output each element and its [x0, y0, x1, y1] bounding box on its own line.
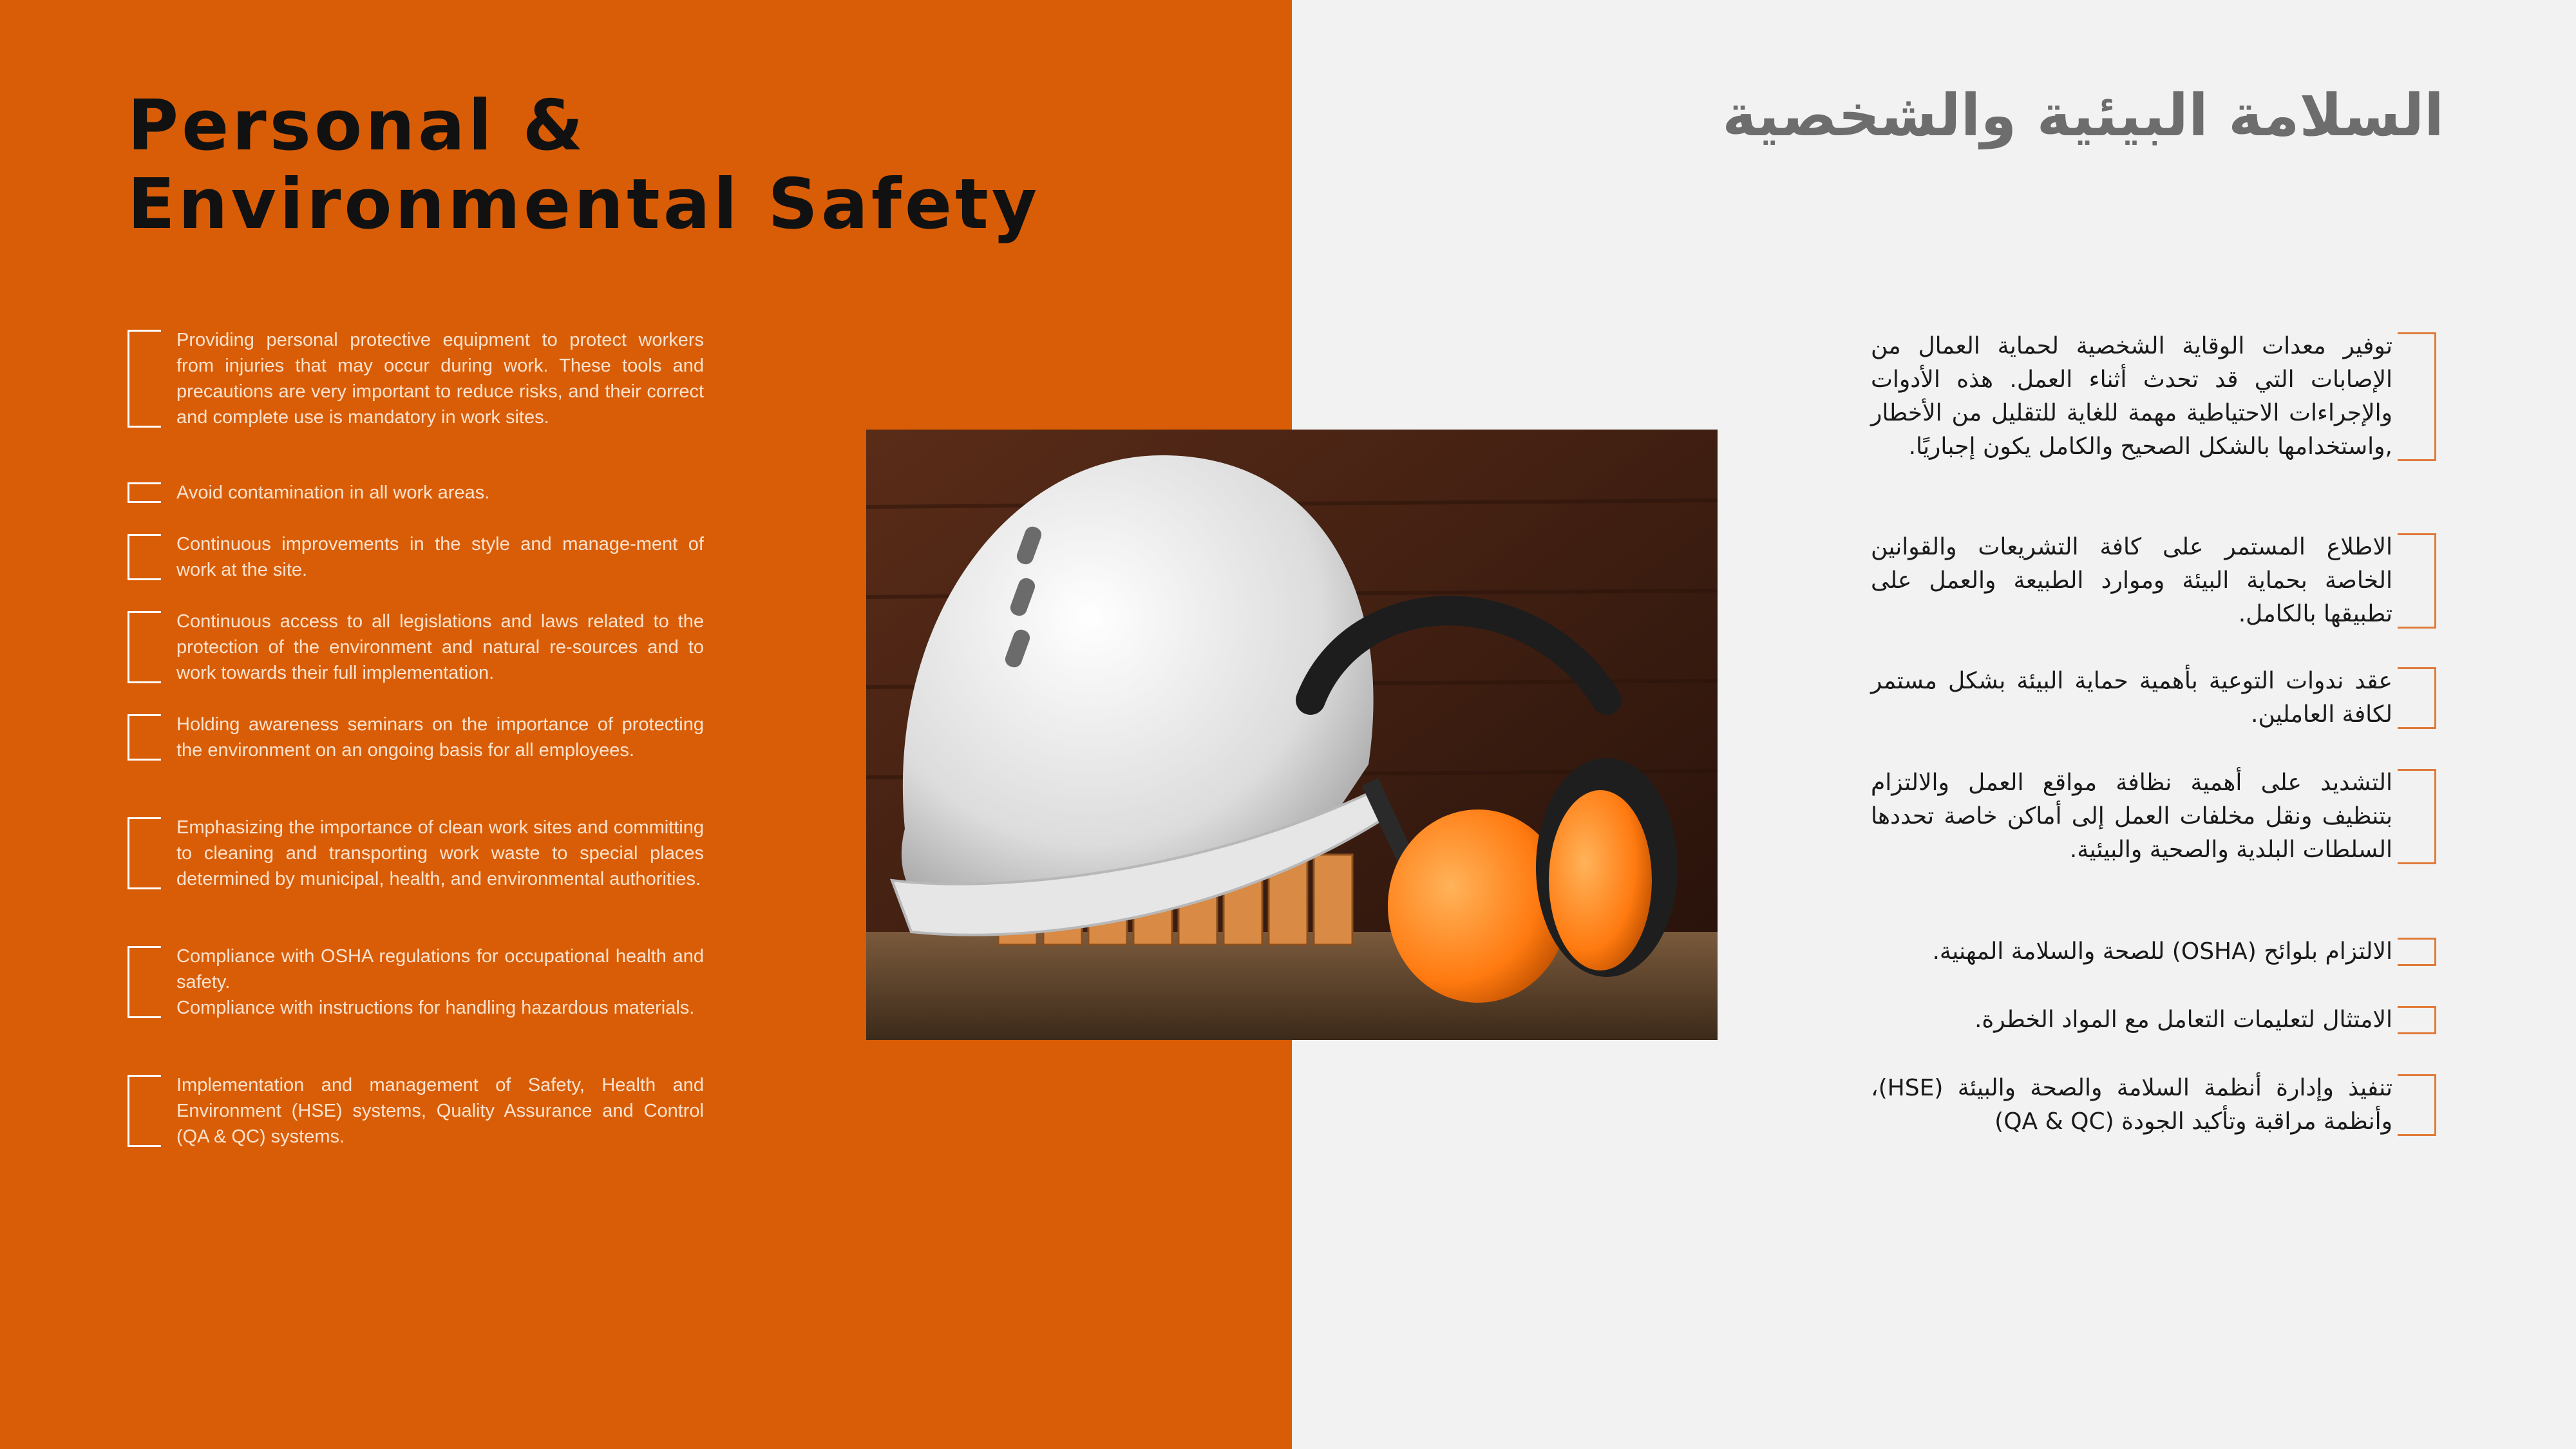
- english-item-text: Continuous improvements in the style and manage-ment of work at the site.: [176, 534, 704, 580]
- bracket-marker: [128, 534, 161, 580]
- arabic-list-item: [1871, 935, 2436, 969]
- arabic-list-item: [1871, 1072, 2436, 1139]
- english-list-item: [128, 815, 704, 892]
- arabic-item-text: الامتثال لتعليمات التعامل مع المواد الخطرة.: [1974, 1007, 2392, 1033]
- english-list-item: [128, 609, 704, 686]
- page-title-english: Personal & Environmental Safety: [128, 86, 1041, 245]
- bracket-marker: [128, 714, 161, 761]
- bracket-marker: [2398, 332, 2436, 461]
- bracket-marker: [128, 482, 161, 503]
- arabic-list-item: [1871, 531, 2436, 631]
- bracket-marker: [2398, 667, 2436, 729]
- arabic-item-text: توفير معدات الوقاية الشخصية لحماية العمال من الإصابات التي قد تحدث أثناء العمل. هذه الأدوات والإجراءات الاحتياطية مهمة للغاية للتقليل من الأخطار ,واستخدامها بالشكل الصحيح والكامل يكون إجباريًا.: [1871, 333, 2392, 460]
- english-item-text: Compliance with OSHA regulations for occupational health and safety. Compliance with instructions for handling hazardous materials.: [176, 946, 704, 1018]
- page-title-arabic: السلامة البيئية والشخصية: [1722, 82, 2444, 149]
- arabic-list-item: [1871, 766, 2436, 867]
- english-item-text: Implementation and management of Safety, Health and Environment (HSE) systems, Quality Assurance and Control (QA & QC) systems.: [176, 1075, 704, 1147]
- bracket-marker: [2398, 1006, 2436, 1034]
- english-item-text: Continuous access to all legislations and laws related to the protection of the environment and natural re-sources and to work towards their full implementation.: [176, 611, 704, 683]
- bracket-marker: [2398, 533, 2436, 629]
- bracket-marker: [128, 1075, 161, 1147]
- bracket-marker: [128, 330, 161, 428]
- arabic-item-text: عقد ندوات التوعية بأهمية حماية البيئة بشكل مستمر لكافة العاملين.: [1871, 668, 2392, 728]
- english-list-item: [128, 480, 704, 506]
- bracket-marker: [2398, 769, 2436, 864]
- bracket-marker: [128, 611, 161, 683]
- bracket-marker: [128, 946, 161, 1018]
- english-list-item: [128, 327, 704, 430]
- english-item-text: Providing personal protective equipment to protect workers from injuries that may occur during work. These tools and precautions are very important to reduce risks, and their correct and complete use is mandatory in work sites.: [176, 330, 704, 428]
- english-item-text: Avoid contamination in all work areas.: [176, 482, 490, 503]
- english-list-item: [128, 1072, 704, 1150]
- arabic-item-text: تنفيذ وإدارة أنظمة السلامة والصحة والبيئة (HSE)، وأنظمة مراقبة وتأكيد الجودة (QA & QC): [1871, 1075, 2392, 1135]
- bracket-marker: [2398, 1074, 2436, 1136]
- english-item-text: Holding awareness seminars on the importance of protecting the environment on an ongoing basis for all employees.: [176, 714, 704, 761]
- english-list-item: [128, 943, 704, 1021]
- english-list-item: [128, 531, 704, 583]
- arabic-item-text: الاطلاع المستمر على كافة التشريعات والقوانين الخاصة بحماية البيئة وموارد الطبيعة والعمل على تطبيقها بالكامل.: [1871, 534, 2392, 627]
- arabic-list-item: [1871, 665, 2436, 732]
- hard-hat-and-ear-muffs-photo: [866, 430, 1718, 1040]
- arabic-item-text: التشديد على أهمية نظافة مواقع العمل والالتزام بتنظيف ونقل مخلفات العمل إلى أماكن خاصة تحددها السلطات البلدية والصحية والبيئية.: [1871, 770, 2392, 863]
- arabic-list-item: [1871, 330, 2436, 464]
- english-item-text: Emphasizing the importance of clean work sites and committing to cleaning and transporting work waste to special places determined by municipal, health, and environmental authorities.: [176, 817, 704, 889]
- bracket-marker: [128, 817, 161, 889]
- bracket-marker: [2398, 938, 2436, 966]
- arabic-list-item: [1871, 1003, 2436, 1037]
- english-list-item: [128, 712, 704, 763]
- arabic-item-text: الالتزام بلوائح (OSHA) للصحة والسلامة المهنية.: [1932, 938, 2392, 965]
